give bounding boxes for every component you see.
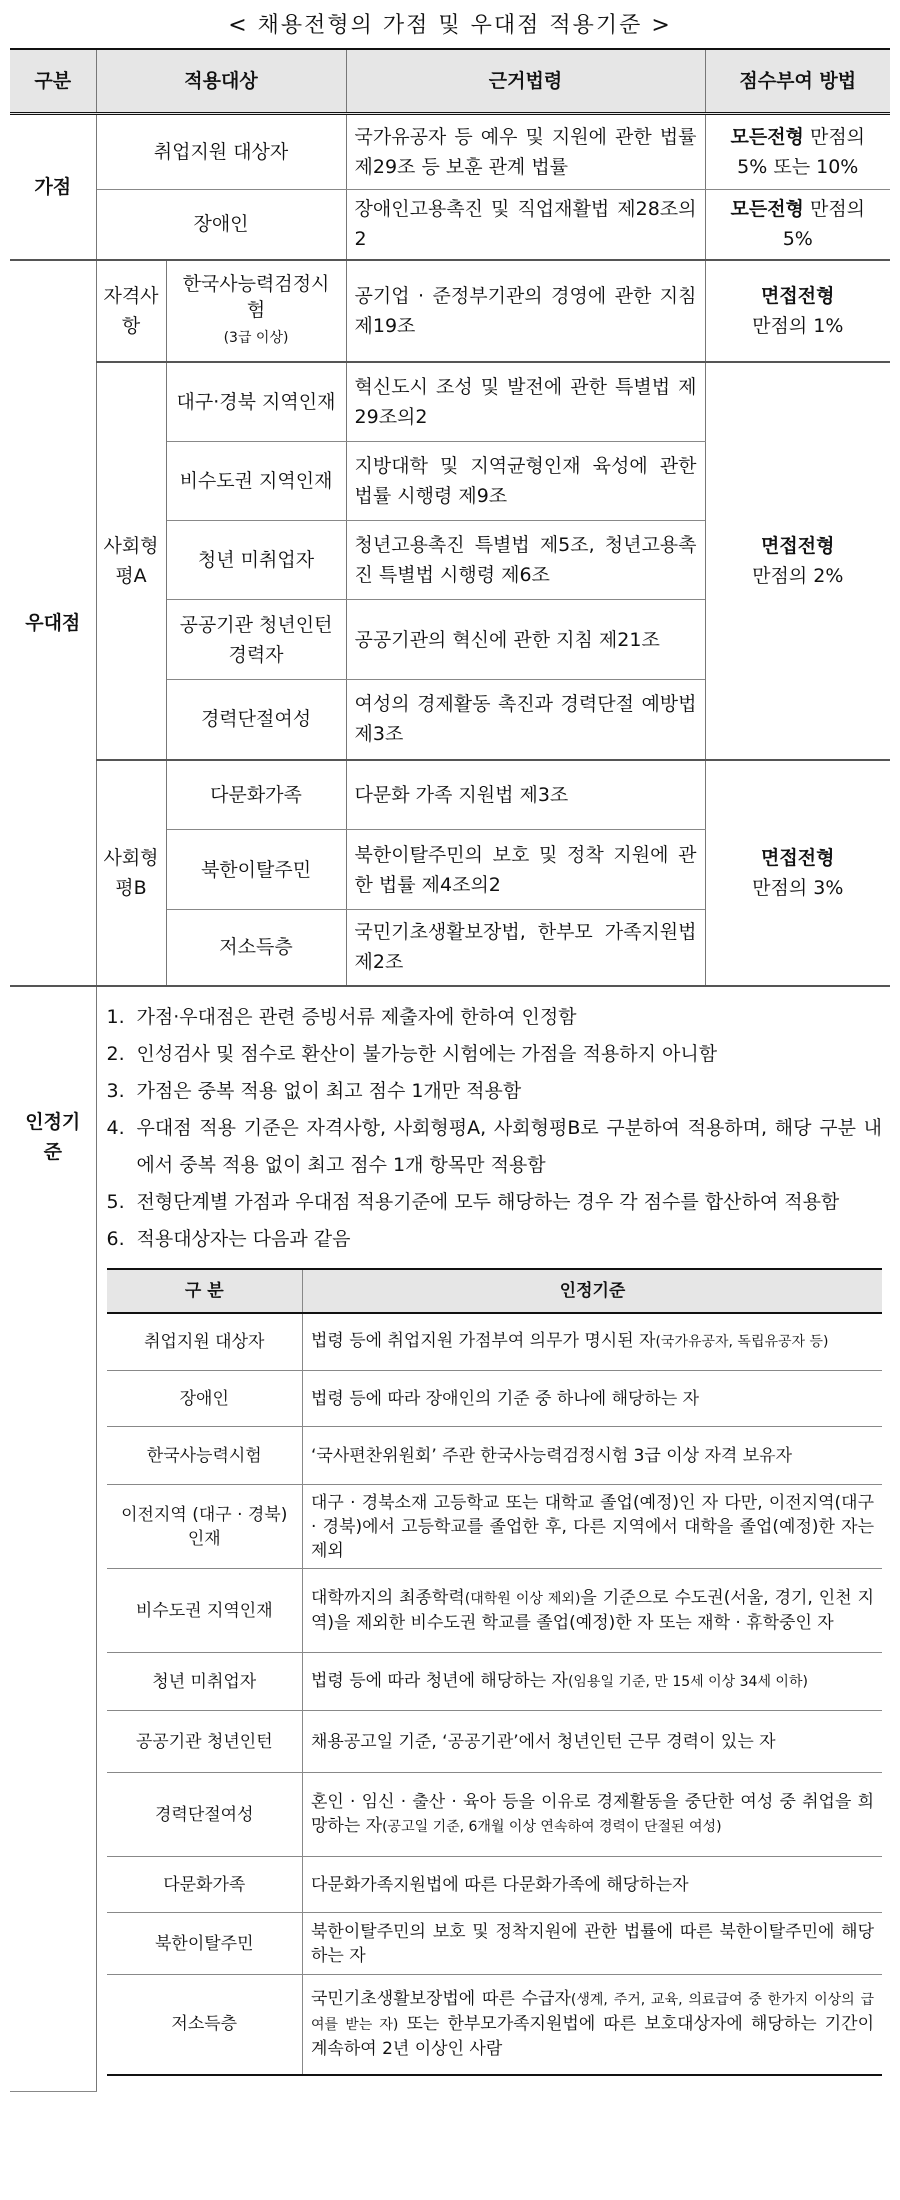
method-text: 만점의 5% [782, 198, 866, 251]
standard-tail: 을 기준으로 수도권(서울, 경기, 인천 지역)을 제외한 비수도권 학교를 졸업(예정)한 자 또는 재학 · 휴학중인 자 [311, 1588, 875, 1633]
target-cell: 경력단절여성 [166, 680, 346, 760]
standard-text: 혼인 · 임신 · 출산 · 육아 등을 이유로 경제활동을 중단한 여성 중 취업을 희망하는 자 [311, 1792, 875, 1836]
table-row [107, 1857, 883, 1913]
rule-text: 적용대상자는 다음과 같음 [136, 1227, 351, 1250]
eligibility-category: 비수도권 지역인재 [107, 1569, 303, 1653]
eligibility-header-category: 구 분 [107, 1269, 303, 1313]
method-text: 만점의 5% 또는 10% [737, 126, 866, 178]
method-cell [705, 114, 890, 190]
law-cell: 혁신도시 조성 및 발전에 관한 특별법 제29조의2 [346, 362, 705, 442]
eligibility-category: 취업지원 대상자 [107, 1313, 303, 1371]
scoring-table [10, 48, 890, 2092]
eligibility-standard [303, 1653, 883, 1711]
page-title: < 채용전형의 가점 및 우대점 적용기준 > [228, 13, 672, 38]
target-cell: 취업지원 대상자 [96, 114, 346, 190]
standard-note: (임용일 기준, 만 15세 이상 34세 이하) [567, 1674, 808, 1690]
method-bold: 면접전형 [761, 534, 835, 557]
criteria-row [10, 986, 890, 2092]
standard-note: (생계, 주거, 교육, 의료급여 중 한가지 이상의 급여를 받는 자) [311, 1992, 875, 2034]
target-cell: 저소득층 [166, 910, 346, 986]
rule-item [107, 1073, 883, 1110]
rule-item [107, 999, 883, 1036]
rule-number: 1. [106, 1005, 125, 1028]
rule-text: 가점·우대점은 관련 증빙서류 제출자에 한하여 인정함 [136, 1005, 577, 1028]
group-social-b: 사회형평B [96, 760, 166, 986]
group-social-a: 사회형평A [96, 362, 166, 760]
standard-tail: 또는 한부모가족지원법에 따른 보호대상자에 해당하는 기간이 계속하여 2년 이상인 사람 [311, 2014, 875, 2060]
target-cell: 북한이탈주민 [166, 830, 346, 910]
bonus-row-veterans [10, 114, 890, 190]
method-bold: 모든전형 [730, 198, 804, 221]
criteria-rules [107, 999, 883, 1258]
header-row [10, 49, 890, 114]
eligibility-category: 경력단절여성 [107, 1773, 303, 1857]
header-target: 적용대상 [96, 49, 346, 114]
eligibility-category: 공공기관 청년인턴 [107, 1711, 303, 1773]
rule-item [107, 1110, 883, 1184]
eligibility-standard [303, 1975, 883, 2075]
method-text: 만점의 1% [752, 314, 844, 337]
standard-text: 다문화가족지원법에 따른 다문화가족에 해당하는자 [311, 1874, 689, 1895]
standard-note: (공고일 기준, 6개월 이상 연속하여 경력이 단절된 여성) [382, 1819, 722, 1835]
standard-text: 법령 등에 따라 장애인의 기준 중 하나에 해당하는 자 [311, 1388, 700, 1409]
eligibility-standard [303, 1857, 883, 1913]
target-cell: 다문화가족 [166, 760, 346, 830]
law-cell: 지방대학 및 지역균형인재 육성에 관한 법률 시행령 제9조 [346, 442, 705, 521]
law-cell: 북한이탈주민의 보호 및 정착 지원에 관한 법률 제4조의2 [346, 830, 705, 910]
rule-number: 5. [106, 1190, 125, 1213]
method-cell [705, 260, 890, 362]
law-cell: 공기업 · 준정부기관의 경영에 관한 지침 제19조 [346, 260, 705, 362]
table-row [107, 1975, 883, 2075]
eligibility-category: 이전지역 (대구 · 경북)인재 [107, 1485, 303, 1569]
standard-text: 채용공고일 기준, ‘공공기관’에서 청년인턴 근무 경력이 있는 자 [311, 1731, 776, 1752]
standard-text: 법령 등에 따라 청년에 해당하는 자 [311, 1671, 568, 1691]
law-cell: 국민기초생활보장법, 한부모 가족지원법 제2조 [346, 910, 705, 986]
method-cell [705, 190, 890, 260]
target-cell: 장애인 [96, 190, 346, 260]
standard-text: 법령 등에 취업지원 가점부여 의무가 명시된 자 [311, 1331, 656, 1352]
table-row [107, 1653, 883, 1711]
header-category: 구분 [10, 49, 96, 114]
rule-number: 4. [106, 1116, 125, 1139]
method-cell [705, 362, 890, 760]
rule-text: 우대점 적용 기준은 자격사항, 사회형평A, 사회형평B로 구분하여 적용하며, 해당 구분 내에서 중복 적용 없이 최고 점수 1개 항목만 적용함 [136, 1116, 883, 1176]
rule-text: 가점은 중복 적용 없이 최고 점수 1개만 적용함 [136, 1079, 522, 1102]
eligibility-standard [303, 1313, 883, 1371]
target-cell: 공공기관 청년인턴 경력자 [166, 600, 346, 680]
eligibility-standard [303, 1485, 883, 1569]
pref-row-multicultural [10, 760, 890, 830]
pref-row-daegu [10, 362, 890, 442]
standard-text: 대학까지의 최종학력 [311, 1588, 465, 1608]
standard-note: (국가유공자, 독립유공자 등) [655, 1334, 829, 1351]
method-cell [705, 760, 890, 986]
eligibility-standard [303, 1569, 883, 1653]
table-row [107, 1569, 883, 1653]
standard-note: (대학원 이상 제외) [464, 1591, 581, 1607]
eligibility-category: 청년 미취업자 [107, 1653, 303, 1711]
eligibility-standard [303, 1371, 883, 1427]
table-row [107, 1313, 883, 1371]
eligibility-table [107, 1268, 883, 2076]
method-bold: 모든전형 [730, 126, 804, 148]
header-method: 점수부여 방법 [705, 49, 890, 114]
table-row [107, 1371, 883, 1427]
bonus-row-disabled [10, 190, 890, 260]
method-text: 만점의 3% [752, 876, 844, 899]
rule-item [107, 1184, 883, 1221]
table-row [107, 1913, 883, 1975]
target-main: 한국사능력검정시험 [182, 272, 330, 321]
standard-text: 북한이탈주민의 보호 및 정착지원에 관한 법률에 따른 북한이탈주민에 해당하는 자 [311, 1921, 875, 1966]
criteria-label: 인정기준 [10, 986, 96, 2092]
table-row [107, 1427, 883, 1485]
table-row [107, 1773, 883, 1857]
rule-number: 6. [106, 1227, 125, 1250]
pref-row-qualification [10, 260, 890, 362]
eligibility-header-row [107, 1269, 883, 1313]
method-bold: 면접전형 [761, 846, 835, 869]
eligibility-header-standard: 인정기준 [303, 1269, 883, 1313]
bonus-label: 가점 [10, 114, 96, 260]
law-cell: 청년고용촉진 특별법 제5조, 청년고용촉진 특별법 시행령 제6조 [346, 521, 705, 600]
rule-text: 인성검사 및 점수로 환산이 불가능한 시험에는 가점을 적용하지 아니함 [136, 1042, 718, 1065]
law-cell: 공공기관의 혁신에 관한 지침 제21조 [346, 600, 705, 680]
eligibility-category: 다문화가족 [107, 1857, 303, 1913]
preference-label: 우대점 [10, 260, 96, 986]
eligibility-category: 북한이탈주민 [107, 1913, 303, 1975]
eligibility-standard [303, 1773, 883, 1857]
target-cell: 비수도권 지역인재 [166, 442, 346, 521]
target-cell: 대구·경북 지역인재 [166, 362, 346, 442]
eligibility-category: 저소득층 [107, 1975, 303, 2075]
eligibility-standard [303, 1913, 883, 1975]
rule-number: 2. [106, 1042, 125, 1065]
target-note: (3급 이상) [223, 329, 289, 346]
header-law: 근거법령 [346, 49, 705, 114]
table-row [107, 1485, 883, 1569]
rule-text: 전형단계별 가점과 우대점 적용기준에 모두 해당하는 경우 각 점수를 합산하여 적용함 [136, 1190, 840, 1213]
method-bold: 면접전형 [761, 284, 835, 307]
method-text: 만점의 2% [752, 564, 844, 587]
standard-text: 대구 · 경북소재 고등학교 또는 대학교 졸업(예정)인 자 다만, 이전지역(대구 · 경북)에서 고등학교를 졸업한 후, 다른 지역에서 대학을 졸업(예정)한 자는 제외 [311, 1492, 875, 1561]
law-cell: 장애인고용촉진 및 직업재활법 제28조의2 [346, 190, 705, 260]
standard-text: ‘국사편찬위원회’ 주관 한국사능력검정시험 3급 이상 자격 보유자 [311, 1445, 793, 1466]
eligibility-standard [303, 1711, 883, 1773]
target-cell [166, 260, 346, 362]
eligibility-category: 한국사능력시험 [107, 1427, 303, 1485]
eligibility-standard [303, 1427, 883, 1485]
rule-item [107, 1221, 883, 1258]
standard-text: 국민기초생활보장법에 따른 수급자 [311, 1989, 571, 2010]
criteria-cell [96, 986, 890, 2092]
eligibility-category: 장애인 [107, 1371, 303, 1427]
rule-item [107, 1036, 883, 1073]
rule-number: 3. [106, 1079, 125, 1102]
law-cell: 여성의 경제활동 촉진과 경력단절 예방법 제3조 [346, 680, 705, 760]
law-cell: 국가유공자 등 예우 및 지원에 관한 법률 제29조 등 보훈 관계 법률 [346, 114, 705, 190]
table-row [107, 1711, 883, 1773]
target-cell: 청년 미취업자 [166, 521, 346, 600]
group-qualification: 자격사항 [96, 260, 166, 362]
law-cell: 다문화 가족 지원법 제3조 [346, 760, 705, 830]
